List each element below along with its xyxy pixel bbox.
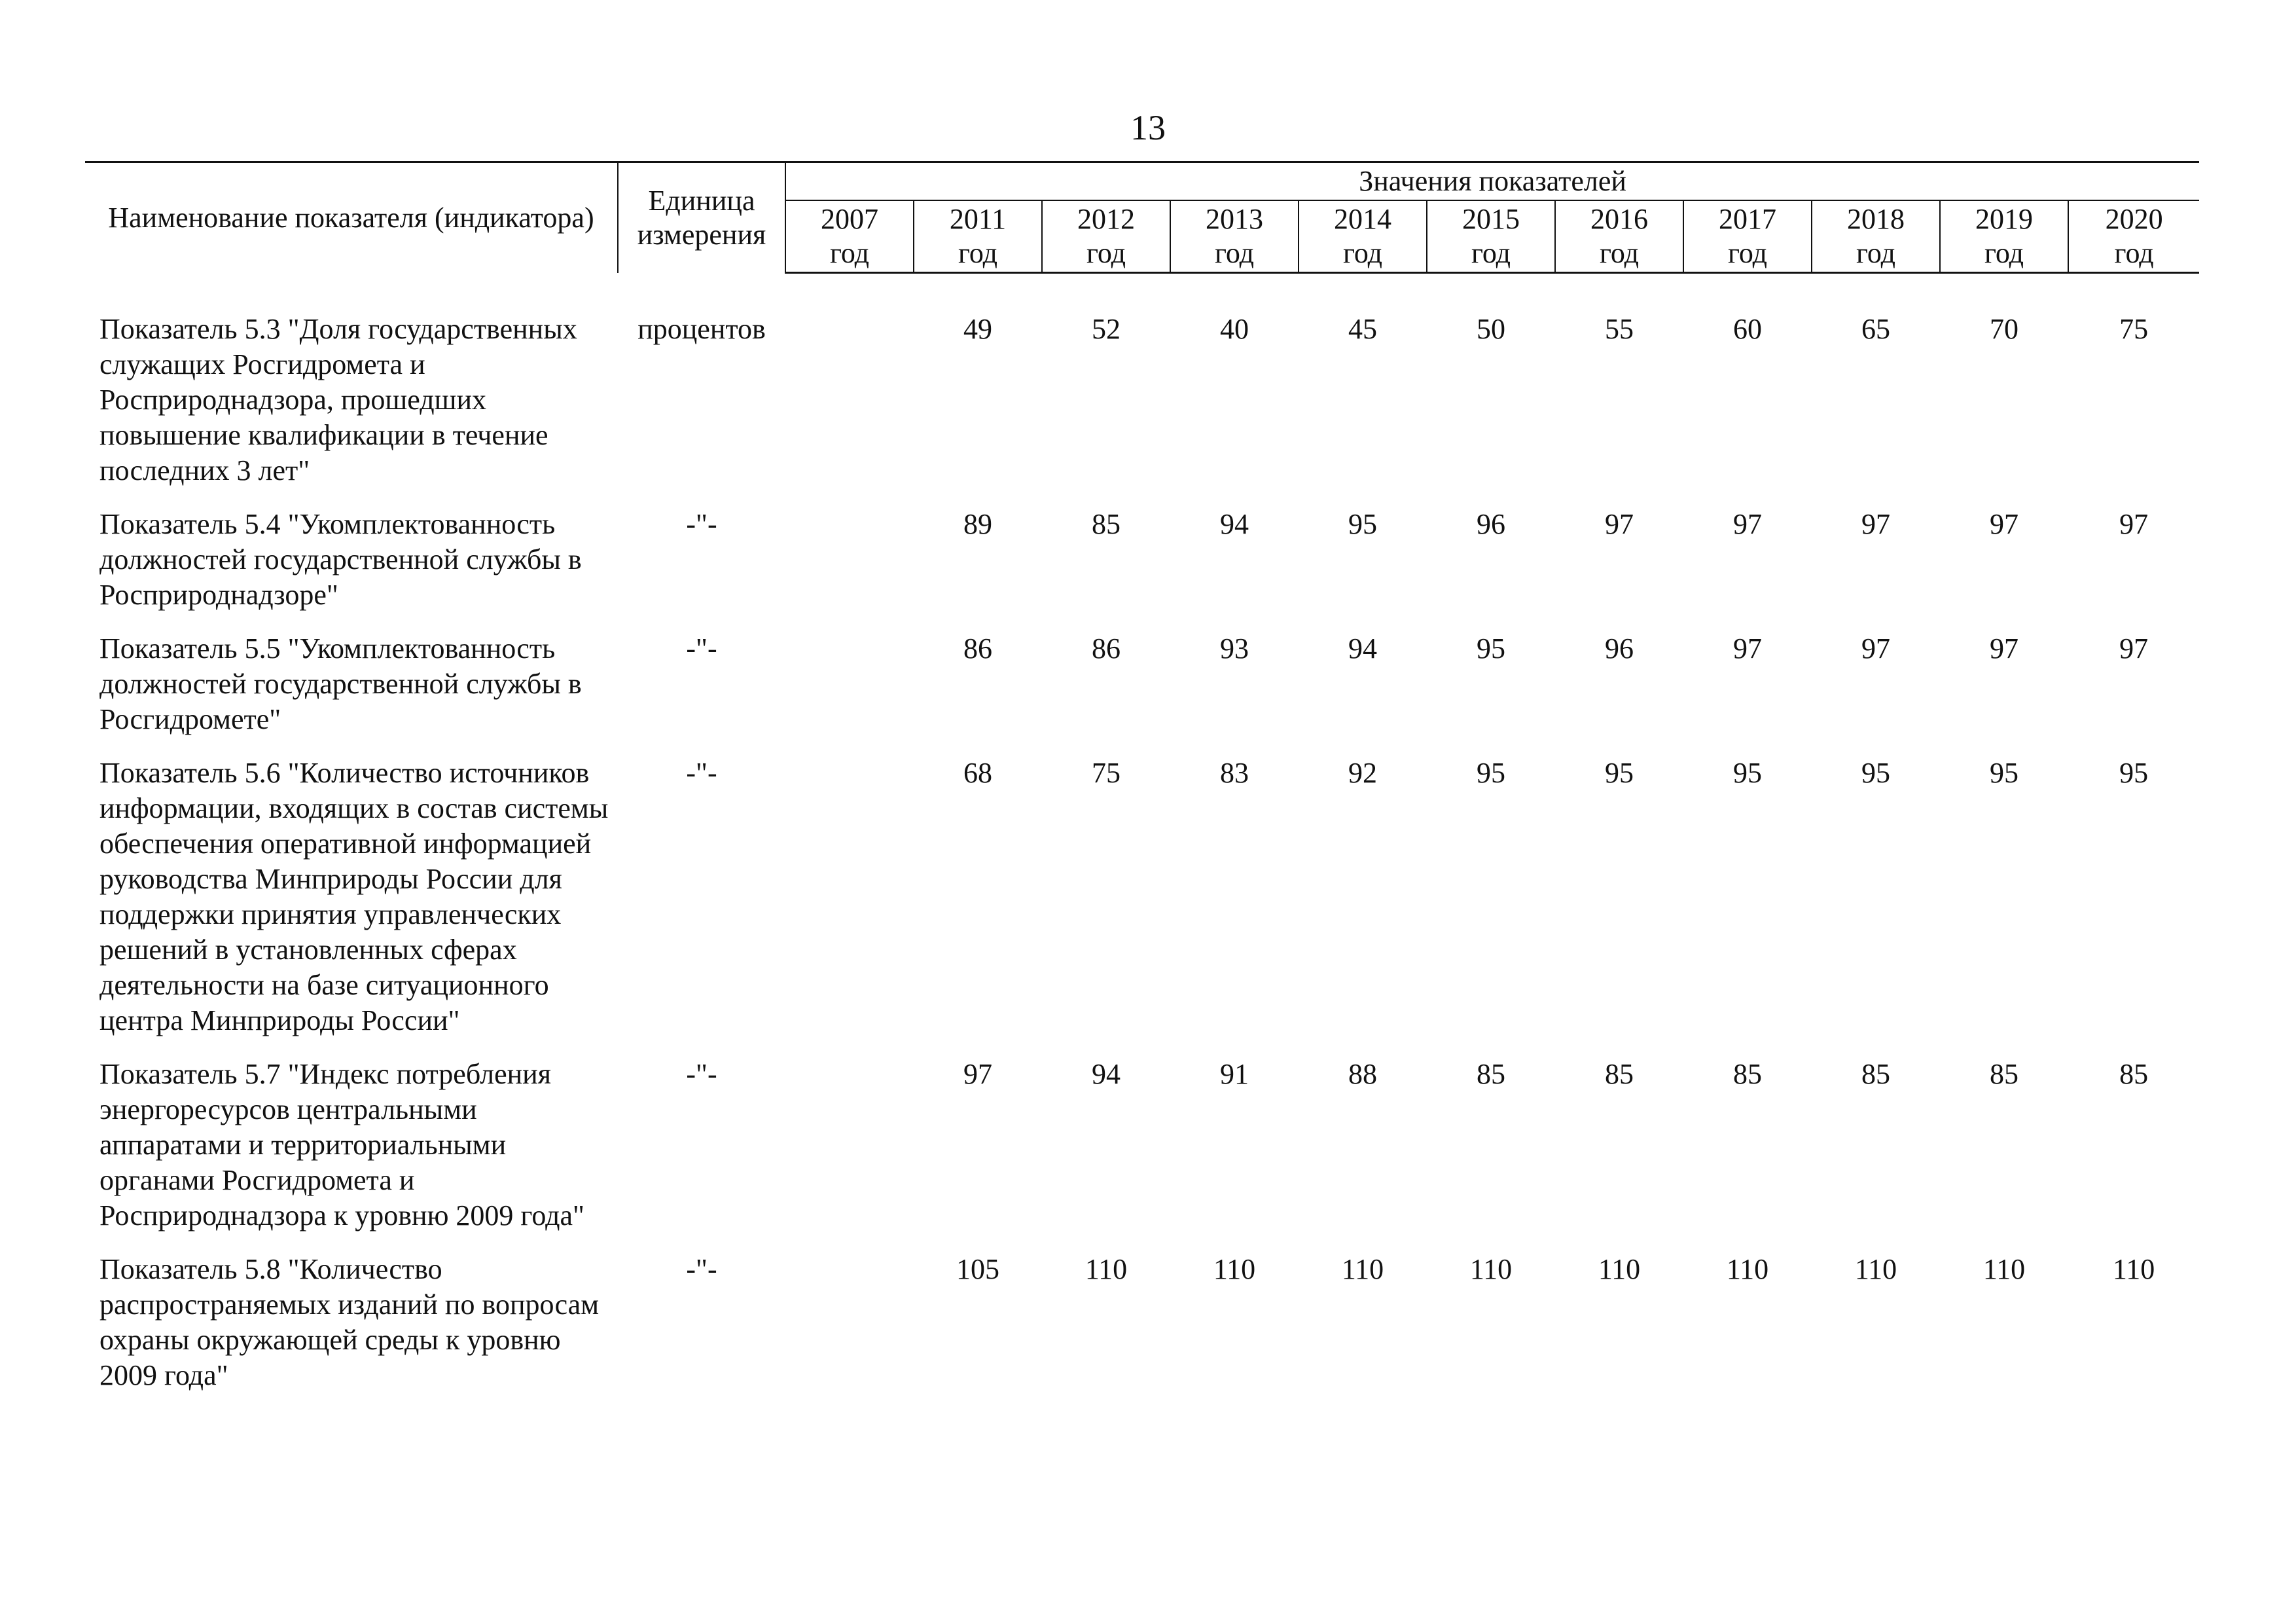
value-2011: 97 <box>963 1058 992 1090</box>
year-suffix: год <box>1342 237 1383 269</box>
year-suffix: год <box>1984 237 2024 269</box>
value-2020: 97 <box>2119 632 2149 665</box>
value-2017: 60 <box>1733 313 1762 345</box>
value-2020: 85 <box>2119 1058 2149 1090</box>
value-2015: 96 <box>1477 508 1505 540</box>
header-year-2017 <box>1683 200 1812 273</box>
table-row <box>85 498 2199 622</box>
value-2020: 97 <box>2119 508 2149 540</box>
value-2014: 94 <box>1348 632 1377 665</box>
indicator-name: Показатель 5.8 "Количество распространяемых изданий по вопросам охраны окружающей среды к уровню 2009 года" <box>99 1253 600 1391</box>
table-row <box>85 1048 2199 1243</box>
header-year-2011 <box>914 200 1042 273</box>
value-2014: 88 <box>1348 1058 1377 1090</box>
value-2012: 75 <box>1092 757 1121 789</box>
indicator-unit: процентов <box>637 313 766 345</box>
indicator-name: Показатель 5.7 "Индекс потребления энергоресурсов центральными аппаратами и территориальными органами Росгидромета и Росприроднадзора к уровню 2009 года" <box>99 1058 584 1231</box>
indicators-table <box>85 161 2199 1402</box>
value-2013: 91 <box>1220 1058 1249 1090</box>
value-2019: 97 <box>1990 632 2018 665</box>
value-2015: 85 <box>1477 1058 1505 1090</box>
value-2015: 95 <box>1477 757 1505 789</box>
header-year-2018 <box>1812 200 1940 273</box>
value-2015: 95 <box>1477 632 1505 665</box>
year-label: 2017 <box>1719 203 1776 235</box>
year-label: 2007 <box>821 203 878 235</box>
year-label: 2018 <box>1847 203 1905 235</box>
year-label: 2020 <box>2105 203 2163 235</box>
table-row <box>85 622 2199 746</box>
value-2015: 110 <box>1469 1253 1513 1285</box>
table-header <box>85 162 2199 273</box>
value-2011: 86 <box>963 632 992 665</box>
value-2016: 85 <box>1605 1058 1634 1090</box>
value-2011: 105 <box>956 1253 999 1285</box>
value-2017: 97 <box>1733 508 1762 540</box>
value-2014: 110 <box>1341 1253 1384 1285</box>
value-2016: 95 <box>1605 757 1634 789</box>
page-number: 13 <box>1130 108 1166 147</box>
year-label: 2012 <box>1077 203 1135 235</box>
value-2012: 94 <box>1092 1058 1121 1090</box>
value-2017: 85 <box>1733 1058 1762 1090</box>
table-row <box>85 1243 2199 1402</box>
value-2007 <box>785 1048 914 1243</box>
value-2016: 96 <box>1605 632 1634 665</box>
value-2020: 95 <box>2119 757 2149 789</box>
value-2020: 75 <box>2119 313 2149 345</box>
value-2019: 110 <box>1982 1253 2026 1285</box>
indicator-unit: -"- <box>686 1058 717 1090</box>
value-2012: 86 <box>1092 632 1121 665</box>
year-suffix: год <box>829 237 870 269</box>
year-suffix: год <box>2114 237 2154 269</box>
indicator-unit: -"- <box>686 757 717 789</box>
year-suffix: год <box>1727 237 1768 269</box>
value-2014: 45 <box>1348 313 1377 345</box>
value-2016: 97 <box>1605 508 1634 540</box>
value-2016: 55 <box>1605 313 1634 345</box>
value-2018: 97 <box>1861 508 1890 540</box>
indicator-name: Показатель 5.4 "Укомплектованность должностей государственной службы в Росприроднадзоре" <box>99 508 582 611</box>
year-suffix: год <box>1599 237 1640 269</box>
value-2007 <box>785 1243 914 1402</box>
value-2012: 52 <box>1092 313 1121 345</box>
indicator-unit: -"- <box>686 632 717 665</box>
value-2012: 85 <box>1092 508 1121 540</box>
header-year-2020 <box>2068 200 2199 273</box>
table-body <box>85 273 2199 1403</box>
value-2007 <box>785 622 914 746</box>
indicator-name: Показатель 5.6 "Количество источников информации, входящих в состав системы обеспечения оперативной информацией руководства Минприроды России для поддержки принятия управленческих решений в установленных сферах деятельности на базе ситуационного центра Минприроды России" <box>99 757 609 1036</box>
year-suffix: год <box>958 237 998 269</box>
value-2017: 95 <box>1733 757 1762 789</box>
value-2018: 97 <box>1861 632 1890 665</box>
header-year-2012 <box>1042 200 1170 273</box>
value-2014: 95 <box>1348 508 1377 540</box>
value-2015: 50 <box>1477 313 1505 345</box>
value-2007 <box>785 746 914 1048</box>
value-2013: 94 <box>1220 508 1249 540</box>
year-label: 2016 <box>1590 203 1648 235</box>
indicator-name: Показатель 5.3 "Доля государственных служащих Росгидромета и Росприроднадзора, прошедших повышение квалификации в течение последних 3 лет" <box>99 313 577 486</box>
value-2013: 93 <box>1220 632 1249 665</box>
header-year-2016 <box>1555 200 1683 273</box>
year-label: 2019 <box>1975 203 2033 235</box>
value-2017: 97 <box>1733 632 1762 665</box>
value-2019: 70 <box>1990 313 2018 345</box>
year-suffix: год <box>1471 237 1511 269</box>
value-2013: 110 <box>1213 1253 1256 1285</box>
value-2017: 110 <box>1726 1253 1769 1285</box>
header-values-group: Значения показателей <box>785 162 2199 201</box>
header-indicator-name: Наименование показателя (индикатора) <box>85 162 618 273</box>
header-year-2013 <box>1170 200 1299 273</box>
value-2007 <box>785 498 914 622</box>
value-2011: 68 <box>963 757 992 789</box>
year-suffix: год <box>1086 237 1126 269</box>
value-2016: 110 <box>1598 1253 1641 1285</box>
spacer-row <box>85 273 2199 303</box>
header-year-2019 <box>1940 200 2068 273</box>
header-year-2007 <box>785 200 914 273</box>
indicator-unit: -"- <box>686 1253 717 1285</box>
value-2011: 49 <box>963 313 992 345</box>
year-label: 2014 <box>1334 203 1391 235</box>
value-2019: 97 <box>1990 508 2018 540</box>
value-2019: 85 <box>1990 1058 2018 1090</box>
value-2018: 95 <box>1861 757 1890 789</box>
value-2014: 92 <box>1348 757 1377 789</box>
header-unit: Единица измерения <box>618 162 785 273</box>
value-2018: 85 <box>1861 1058 1890 1090</box>
year-suffix: год <box>1856 237 1896 269</box>
table-row <box>85 746 2199 1048</box>
value-2011: 89 <box>963 508 992 540</box>
value-2013: 83 <box>1220 757 1249 789</box>
value-2007 <box>785 302 914 498</box>
header-year-2014 <box>1299 200 1427 273</box>
header-year-2015 <box>1427 200 1555 273</box>
value-2019: 95 <box>1990 757 2018 789</box>
year-suffix: год <box>1214 237 1255 269</box>
indicator-unit: -"- <box>686 508 717 540</box>
table-row <box>85 302 2199 498</box>
value-2013: 40 <box>1220 313 1249 345</box>
year-label: 2013 <box>1206 203 1263 235</box>
value-2018: 110 <box>1854 1253 1897 1285</box>
value-2018: 65 <box>1861 313 1890 345</box>
year-label: 2015 <box>1462 203 1520 235</box>
year-label: 2011 <box>949 203 1007 235</box>
indicator-name: Показатель 5.5 "Укомплектованность должностей государственной службы в Росгидромете" <box>99 632 582 735</box>
value-2012: 110 <box>1085 1253 1128 1285</box>
spacer-cell <box>85 273 2199 303</box>
value-2020: 110 <box>2112 1253 2155 1285</box>
